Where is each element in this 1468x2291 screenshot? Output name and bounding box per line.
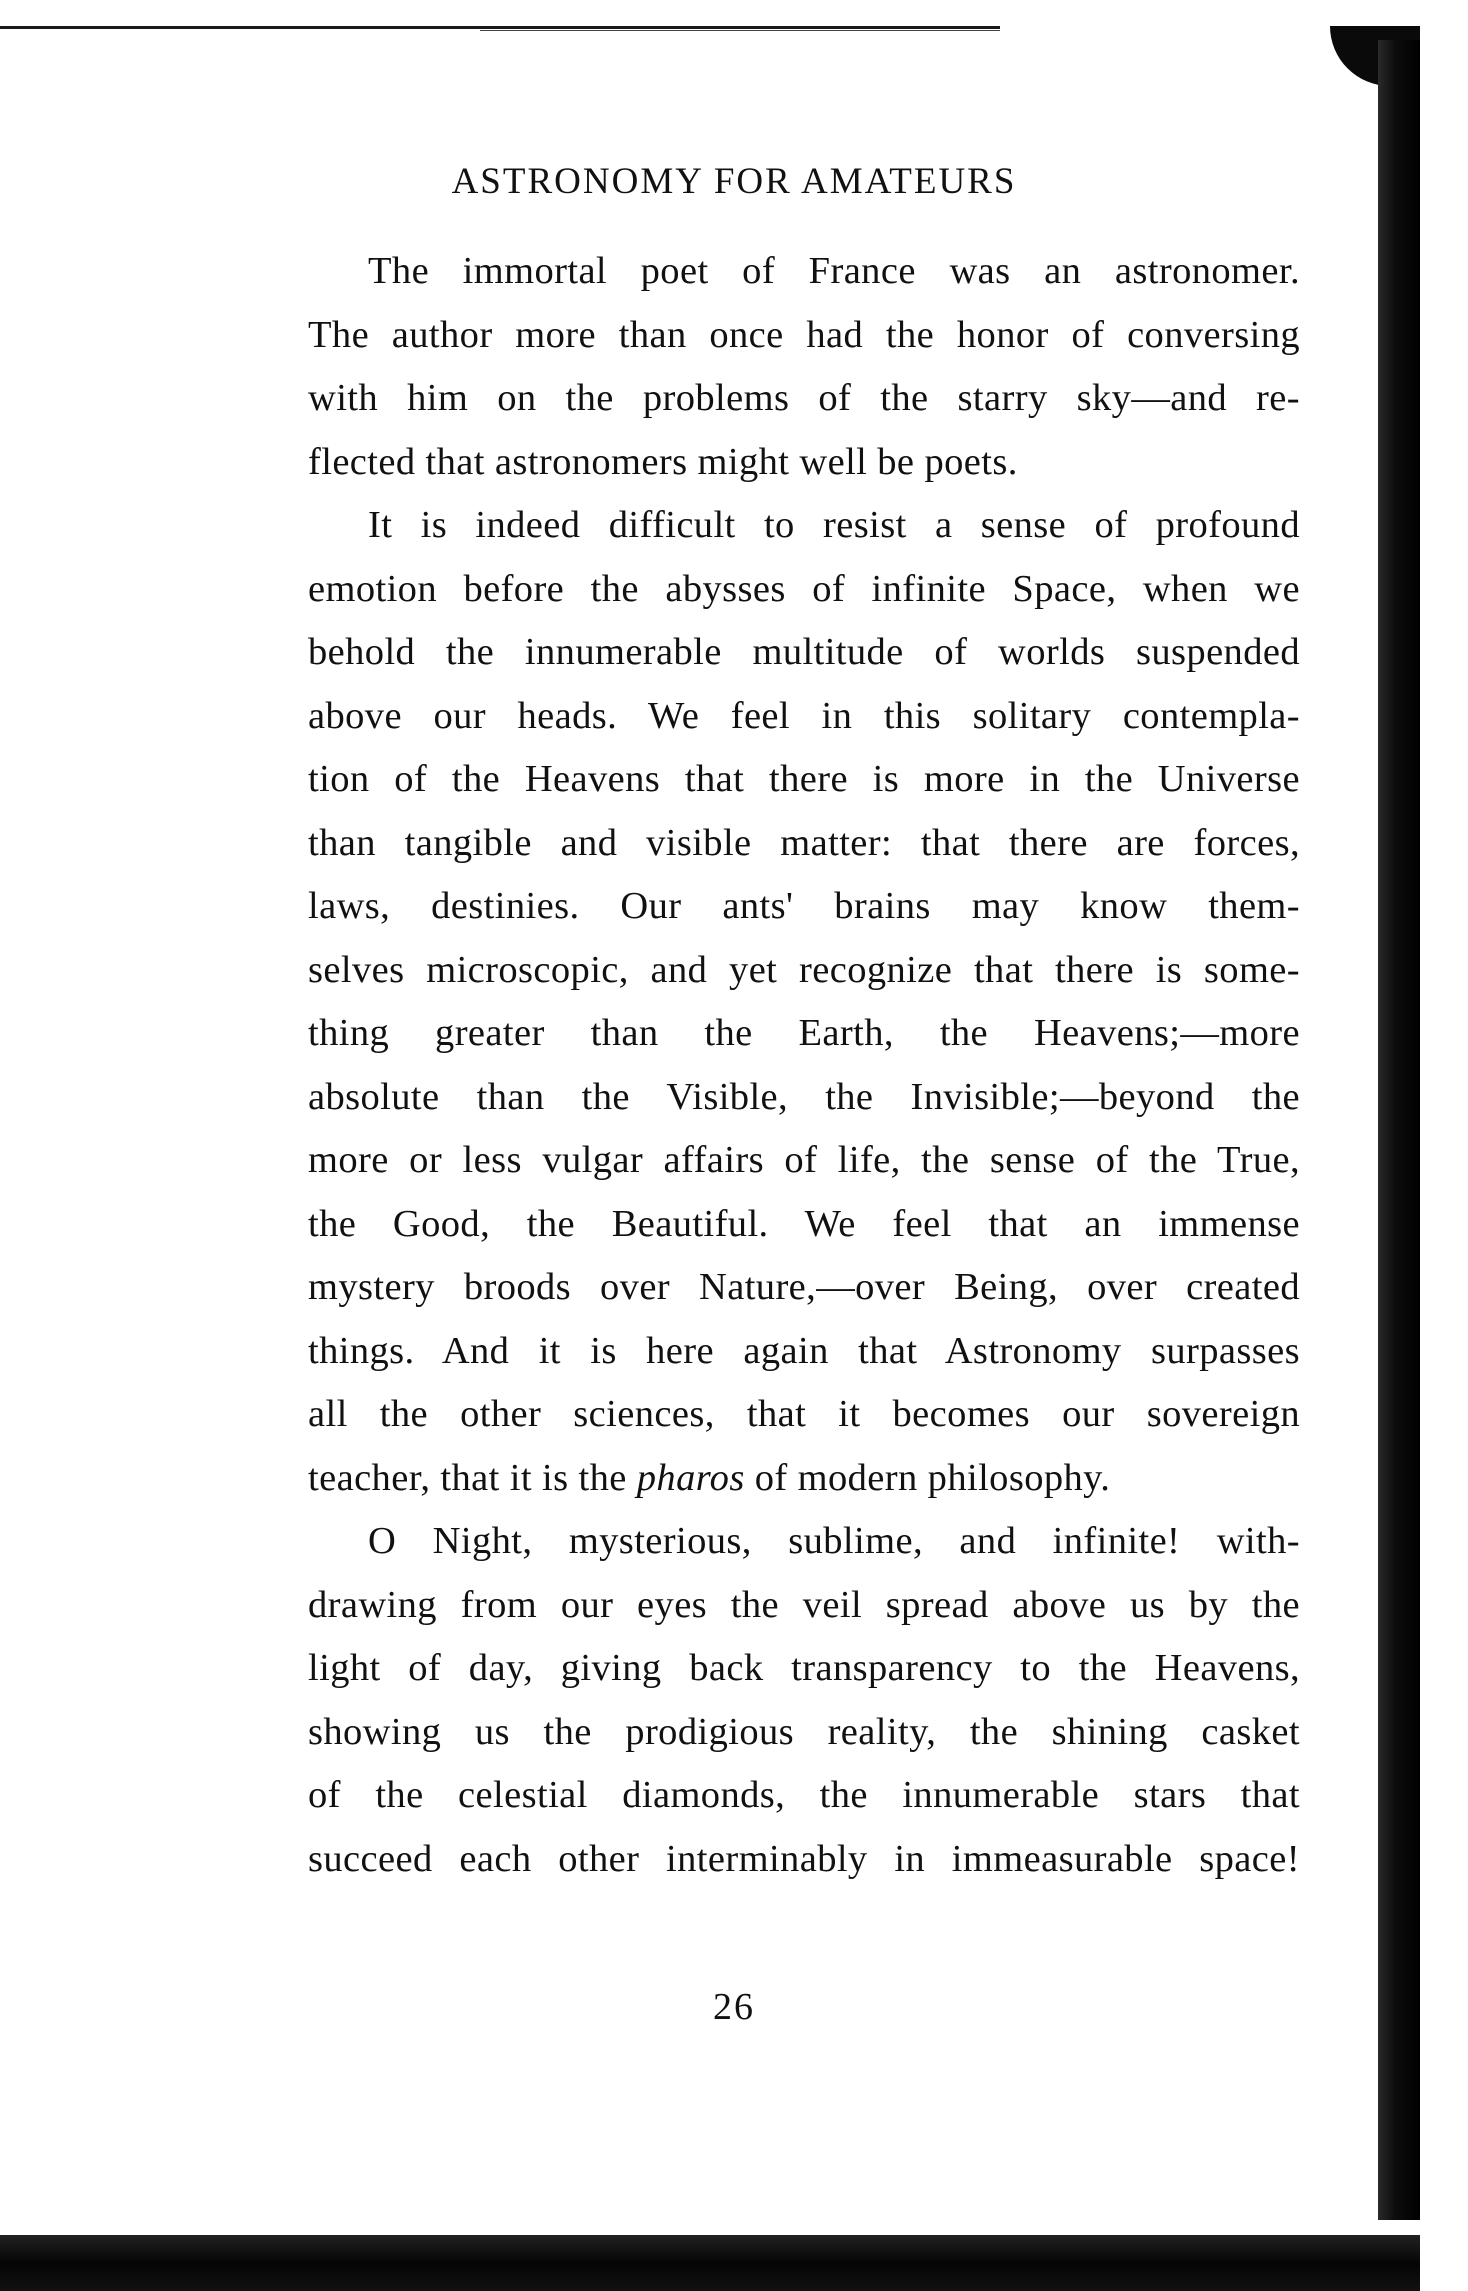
text-run: teacher, that it is the [308, 1456, 637, 1499]
text-line: with him on the problems of the starry sky—and re- [308, 377, 1300, 419]
italic-term: pharos [636, 1456, 745, 1499]
paragraph-2 [308, 494, 1300, 1510]
text-line: O Night, mysterious, sublime, and infinite! with- [368, 1520, 1300, 1562]
text-line-with-italic [308, 1447, 1300, 1511]
page-number: 26 [713, 1986, 755, 2028]
text-line: showing us the prodigious reality, the shining casket [308, 1710, 1300, 1753]
text-line: behold the innumerable multitude of worlds suspended [308, 631, 1300, 673]
text-line: all the other sciences, that it becomes our sovereign [308, 1393, 1300, 1435]
top-edge-thin-rule [480, 30, 1000, 31]
text-line: It is indeed difficult to resist a sense of profound [368, 504, 1300, 546]
text-line: the Good, the Beautiful. We feel that an immense [308, 1202, 1300, 1245]
binding-shadow [1378, 40, 1420, 2220]
text-line: above our heads. We feel in this solitary contempla- [308, 694, 1300, 737]
paragraph-1 [308, 240, 1300, 494]
top-edge-rule [0, 26, 1000, 29]
text-line: succeed each other interminably in immeasurable space! [308, 1837, 1300, 1880]
text-line: laws, destinies. Our ants' brains may know them- [308, 885, 1300, 927]
text-line: drawing from our eyes the veil spread above us by the [308, 1583, 1300, 1626]
body-text [308, 240, 1300, 1891]
paragraph-3 [308, 1510, 1300, 1891]
text-line: more or less vulgar affairs of life, the sense of the True, [308, 1139, 1300, 1181]
page-margin-right [1420, 0, 1468, 2291]
text-line: of the celestial diamonds, the innumerable stars that [308, 1774, 1300, 1816]
text-line: than tangible and visible matter: that there are forces, [308, 821, 1300, 864]
text-line: light of day, giving back transparency to the Heavens, [308, 1647, 1300, 1689]
running-head: ASTRONOMY FOR AMATEURS [451, 161, 1017, 202]
text-line: things. And it is here again that Astronomy surpasses [308, 1329, 1300, 1372]
text-line: emotion before the abysses of infinite Space, when we [308, 567, 1300, 610]
text-line: The author more than once had the honor of conversing [308, 313, 1300, 356]
text-line: flected that astronomers might well be poets. [308, 440, 1018, 483]
text-line: The immortal poet of France was an astronomer. [368, 250, 1300, 292]
text-line: selves microscopic, and yet recognize that there is some- [308, 948, 1300, 991]
text-line: thing greater than the Earth, the Heavens;—more [308, 1012, 1300, 1054]
text-line: tion of the Heavens that there is more in the Universe [308, 758, 1300, 800]
text-line: mystery broods over Nature,—over Being, over created [308, 1266, 1300, 1308]
bottom-edge-shadow [0, 2235, 1420, 2291]
text-line: absolute than the Visible, the Invisible;—beyond the [308, 1075, 1300, 1118]
text-run: of modern philosophy. [744, 1456, 1111, 1499]
